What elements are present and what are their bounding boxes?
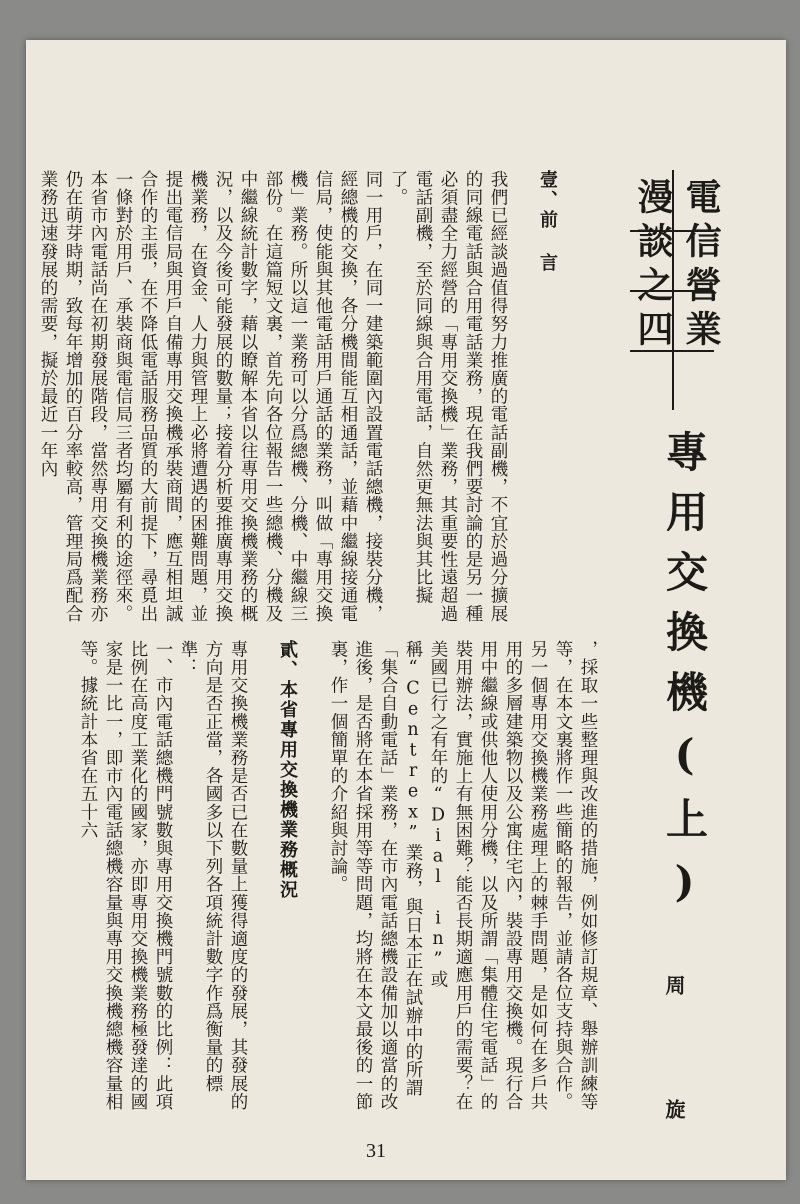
section-2-text: 專用交換機業務是否已在數量上獲得適度的發展，其發展的方向是否正當，各國多以下列各項統計數字作爲衡量的標準： 一、市內電話總機門號數與專用交換機門號數的比例：此項比例在高度工業化的國家，亦即專用交換機業務極發達的國家是一比一，即市內電話總機容量與專用交換機總機容量相等。據統計本省在五十六 (78, 640, 248, 1111)
page-number: 31 (366, 1140, 386, 1162)
section-1-text: 我們已經談過值得努力推廣的電話副機，不宜於過分擴展的同線電話與合用電話業務，現在我們要討論的是另一種必須盡全力經營的「專用交換機」業務，其重要性遠超過電話副機，至於同線與合用電話，自然更無法與其比擬了。 同一用戶，在同一建築範圍內設置電話總機，接裝分機，經總機的交換，各分機間能互相通話，並藉中繼線接通電信局，使能與其他電話用戶通話的業務，叫做「專用交換機」業務。所以這一業務可以分爲總機、分機、中繼線三部份。在這篇短文裏，首先向各位報告一些總機、分機及中繼線統計數字，藉以瞭解本省以往專用交換機業務的概況，以及今後可能發展的數量；接着分析要推廣專用交換機業務，在資金、人力與管理上必將遭遇的困難問題，並提出電信局與用戶自備專用交換機承裝商間，應互相坦誠合作的主張，在不降低電話服務品質的大前提下，尋覓出一條對於用戶、承裝商與電信局三者均屬有利的途徑來。 本省市內電話尚在初期發展階段，當然專用交換機業務亦仍在萌芽時期，致每年增加的百分率較高，管理局爲配合業務迅速發展的需要，擬於最近一年內 (38, 170, 508, 623)
series-header (624, 170, 720, 410)
article-title: 專用交換機(上) (660, 430, 709, 924)
series-title-left: 漫談之四 (632, 178, 674, 354)
section-1-continued-text: ，採取一些整理與改進的措施，例如修訂規章、舉辦訓練等等，在本文裏將作一些簡略的報告，並請各位支持與合作。 另一個專用交換機業務處理上的棘手問題，是如何在多戶共用的多層建築物以及公寓住宅內，裝設專用交換機。現行合用中繼線或供他人使用分機，以及所謂「集體住宅電話」的裝用辦法，實施上有無困難？能否長期適應用戶的需要？在美國已行之有年的“Dial in”或稱“Centrex”業務，與日本正在試辦中的所謂「集合自動電話」業務，在市內電話總機設備加以適當的改進後，是否將在本省採用等等問題，均將在本文最後的一節裏，作一個簡單的介紹與討論。 (328, 640, 598, 1111)
document-page (26, 40, 786, 1180)
section-1-block (38, 170, 585, 625)
section-2-heading: 貳、本省專用交換機業務概況 (277, 640, 298, 900)
series-title-right: 電信營業 (680, 178, 722, 354)
article-author: 周 旋 (662, 975, 686, 1159)
lower-text-block (60, 640, 625, 1120)
section-1-heading: 壹、前 言 (537, 170, 558, 273)
